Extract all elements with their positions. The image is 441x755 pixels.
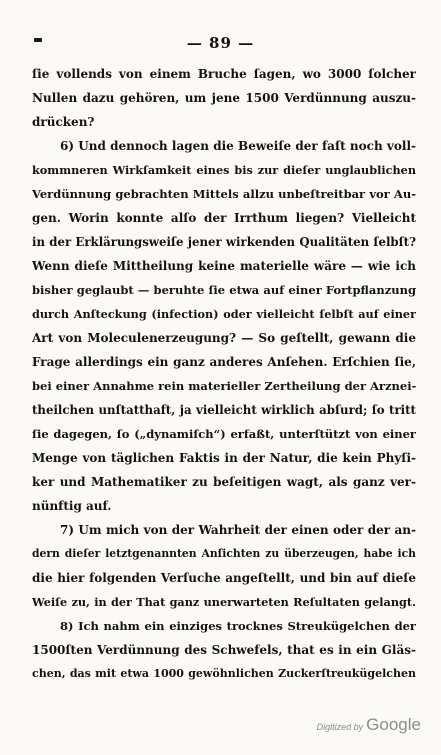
text-line: Frage allerdings ein ganz anderes Anſehen. Erſchien ſie,: [32, 355, 416, 369]
page-number: — 89 —: [186, 34, 255, 52]
digitized-by-google-watermark: [317, 715, 421, 735]
text-line: 1500ſten Verdünnung des Schwefels, that es in ein Gläs-: [32, 643, 416, 657]
google-logo: Google: [366, 715, 421, 734]
text-line: bisher geglaubt — beruhte ſie etwa auf einer Fortpflanzung: [32, 283, 416, 297]
text-line: kommneren Wirkſamkeit eines bis zur dieſer unglaublichen: [32, 163, 416, 177]
text-line: in der Erklärungsweiſe jener wirkenden Qualitäten ſelbſt?: [32, 235, 416, 249]
text-line: theilchen unſtatthaft, ja vielleicht wirklich abſurd; ſo tritt: [32, 403, 416, 417]
text-line: 8) Ich nahm ein einziges trocknes Streukügelchen der: [60, 619, 416, 633]
body-text: [32, 62, 416, 682]
text-line: 6) Und dennoch lagen die Beweiſe der faſt noch voll-: [60, 139, 416, 153]
text-line: dern dieſer letztgenannten Anſichten zu überzeugen, habe ich: [32, 547, 416, 560]
text-line: Wenn dieſe Mittheilung keine materielle wäre — wie ich: [32, 259, 416, 273]
text-line: die hier folgenden Verſuche angeſtellt, und bin auf dieſe: [32, 571, 416, 585]
text-line: durch Anſteckung (infection) oder vielleicht ſelbſt auf einer: [32, 307, 416, 321]
text-line: Weiſe zu, in der That ganz unerwarteten Reſultaten gelangt.: [32, 595, 416, 609]
text-line: 7) Um mich von der Wahrheit der einen oder der an-: [60, 523, 416, 537]
text-line: chen, das mit etwa 1000 gewöhnlichen Zuckerſtreukügelchen: [32, 667, 416, 680]
text-line: Art von Moleculenerzeugung? — So geſtellt, gewann die: [32, 331, 416, 345]
text-line: gen. Worin konnte alſo der Irrthum liegen? Vielleicht: [32, 211, 416, 225]
text-line: nünftig auf.: [32, 499, 112, 513]
text-line: ſie vollends von einem Bruche ſagen, wo 3000 ſolcher: [32, 67, 416, 81]
text-line: Menge von täglichen Faktis in der Natur, die kein Phyſi-: [32, 451, 416, 465]
text-line: ſie dagegen, ſo („dynamiſch“) erfaßt, unterſtützt von einer: [32, 427, 416, 441]
digitized-label: Digitized by: [316, 722, 364, 732]
text-line: ker und Mathematiker zu beſeitigen wagt, als ganz ver-: [32, 475, 416, 489]
text-line: drücken?: [32, 115, 95, 129]
text-line: Nullen dazu gehören, um jene 1500 Verdünnung auszu-: [32, 91, 416, 105]
text-line: bei einer Annahme rein materieller Zertheilung der Arznei-: [32, 379, 416, 393]
text-line: Verdünnung gebrachten Mittels allzu unbeſtreitbar vor Au-: [32, 187, 416, 201]
